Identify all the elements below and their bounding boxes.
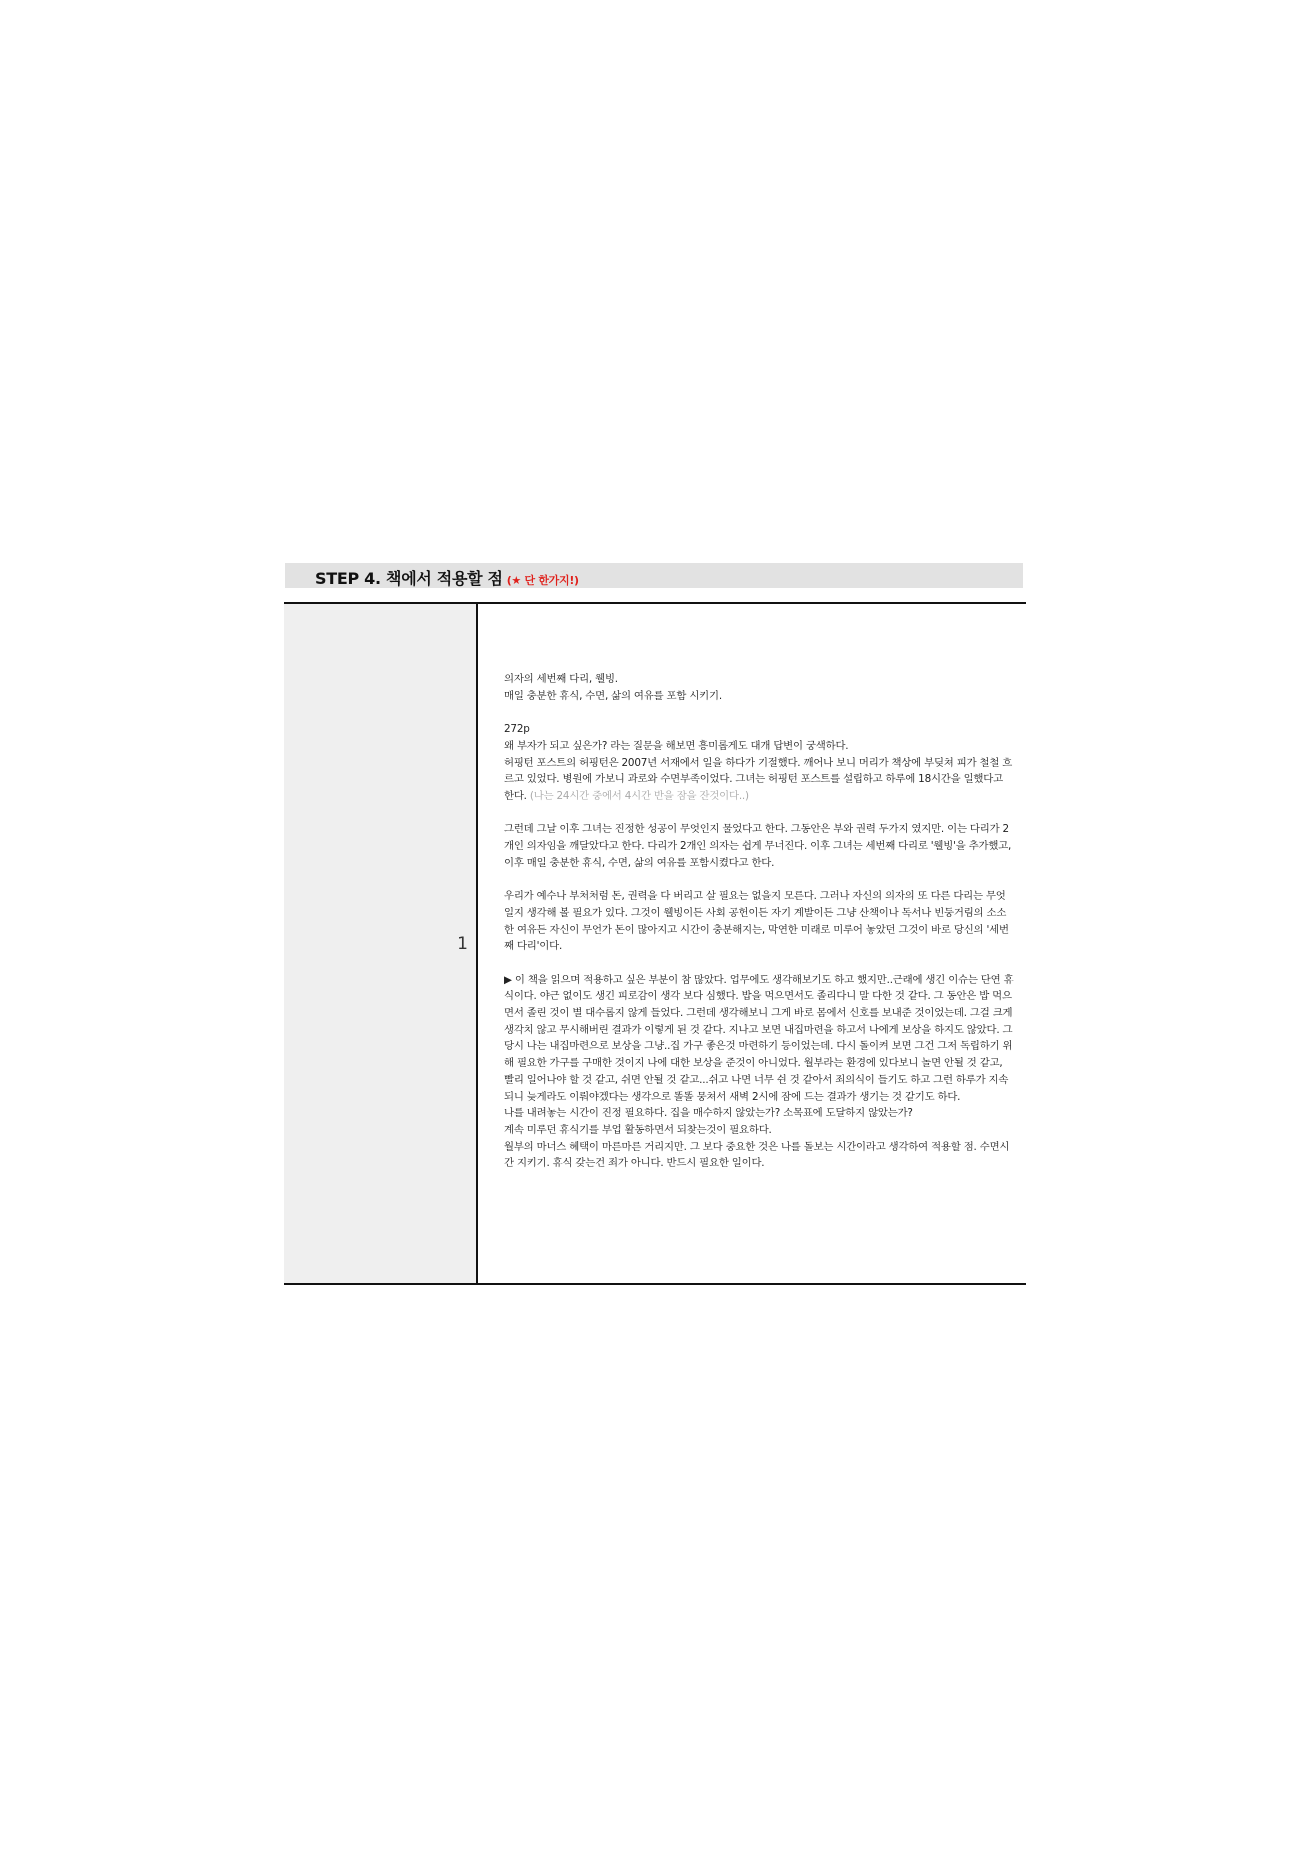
- step-header: [285, 563, 1023, 588]
- paragraph-gap: [504, 955, 1014, 972]
- paragraph-text: 허핑턴 포스트의 허핑턴은 2007년 서재에서 일을 하다가 기절했다. 깨어나 보니 머리가 책상에 부딪쳐 피가 철철 흐르고 있었다. 병원에 가보니 과로와 수면부족이었다. 그녀는 허핑턴 포스트를 설립하고 하루에 18시간을 일했다고 한다.: [504, 756, 1013, 802]
- content-cell: [504, 671, 1014, 1172]
- section-title: [315, 566, 579, 589]
- column-divider: [476, 604, 478, 1283]
- paragraph-gap: [504, 871, 1014, 888]
- paragraph: 매일 충분한 휴식, 수면, 삶의 여유를 포함 시키기.: [504, 689, 722, 702]
- paragraph: 의자의 세번째 다리, 웰빙.: [504, 673, 618, 685]
- paragraph: 계속 미루던 휴식기를 부업 활동하면서 되찾는것이 필요하다.: [504, 1123, 772, 1136]
- paragraph-gap: [504, 805, 1014, 822]
- page-reference: 272p: [504, 723, 530, 736]
- paragraph: 나를 내려놓는 시간이 진정 필요하다. 집을 매수하지 않았는가? 소목표에 도달하지 않았는가?: [504, 1107, 913, 1120]
- paragraph: 그런데 그날 이후 그녀는 진정한 성공이 무엇인지 물었다고 한다. 그동안은 부와 권력 두가지 였지만. 이는 다리가 2개인 의자임을 깨달았다고 한다. 다리가 2개인 의자는 쉽게 무너진다. 이후 그녀는 세번째 다리로 '웰빙'을 추가했고, 이후 매일 충분한 휴식, 수면, 삶의 여유를 포함시켰다고 한다.: [504, 823, 1012, 869]
- paragraph: 우리가 예수나 부처처럼 돈, 권력을 다 버리고 살 필요는 없을지 모른다. 그러나 자신의 의자의 또 다른 다리는 무엇일지 생각해 볼 필요가 있다. 그것이 웰빙이든 사회 공헌이든 자기 계발이든 그냥 산책이나 독서나 빈둥거림의 소소한 여유든 자신이 무언가 돈이 많아지고 시간이 충분해지는, 막연한 미래로 미루어 놓았던 그것이 바로 당신의 '세번째 다리'이다.: [504, 890, 1009, 953]
- row-number-cell: [284, 604, 476, 1283]
- section-title-note: (★ 단 한가지!): [506, 574, 579, 587]
- content-table: [284, 602, 1026, 1285]
- paragraph-gap: [504, 704, 1014, 721]
- reflection-paragraph: ▶ 이 책을 읽으며 적용하고 싶은 부분이 참 많았다. 업무에도 생각해보기도 하고 했지만..근래에 생긴 이슈는 단연 휴식이다. 야근 없이도 생긴 피로감이 생각 보다 심했다. 밥을 먹으면서도 졸리다니 말 다한 것 같다. 그 동안은 밥 먹으면서 졸린 것이 별 대수롭지 않게 들었다. 그런데 생각해보니 그게 바로 몸에서 신호를 보내준 것이었는데. 그걸 크게 생각치 않고 무시해버린 결과가 이렇게 된 것 같다. 지나고 보면 내집마련을 하고서 나에게 보상을 하지도 않았다. 그 당시 나는 내집마련으로 보상을 그냥..집 가구 좋은것 마련하기 등이었는데. 다시 돌이켜 보면 그건 그저 독립하기 위해 필요한 가구를 구매한 것이지 나에 대한 보상을 준것이 아니었다. 월부라는 환경에 있다보니 놀면 안될 것 같고, 빨리 일어나야 할 것 같고, 쉬면 안될 것 같고...쉬고 나면 너무 쉰 것 같아서 죄의식이 들기도 하고 그런 하루가 지속되니 늦게라도 이뤄야겠다는 생각으로 똘똘 뭉쳐서 새벽 2시에 잠에 드는 결과가 생기는 것 같기도 하다.: [504, 973, 1014, 1103]
- paragraph: [504, 755, 1014, 805]
- section-title-text: STEP 4. 책에서 적용할 점: [315, 569, 503, 588]
- row-number: 1: [457, 934, 468, 954]
- paragraph: 왜 부자가 되고 싶은가? 라는 질문을 해보면 흥미롭게도 대개 답변이 궁색하다.: [504, 739, 849, 752]
- paragraph: 월부의 마너스 혜택이 마른마른 거리지만. 그 보다 중요한 것은 나를 돌보는 시간이라고 생각하여 적용할 점. 수면시간 지키기. 휴식 갖는건 죄가 아니다. 반드시 필요한 일이다.: [504, 1140, 1010, 1170]
- muted-note: (나는 24시간 중에서 4시간 반을 잠을 잔것이다..): [529, 789, 749, 802]
